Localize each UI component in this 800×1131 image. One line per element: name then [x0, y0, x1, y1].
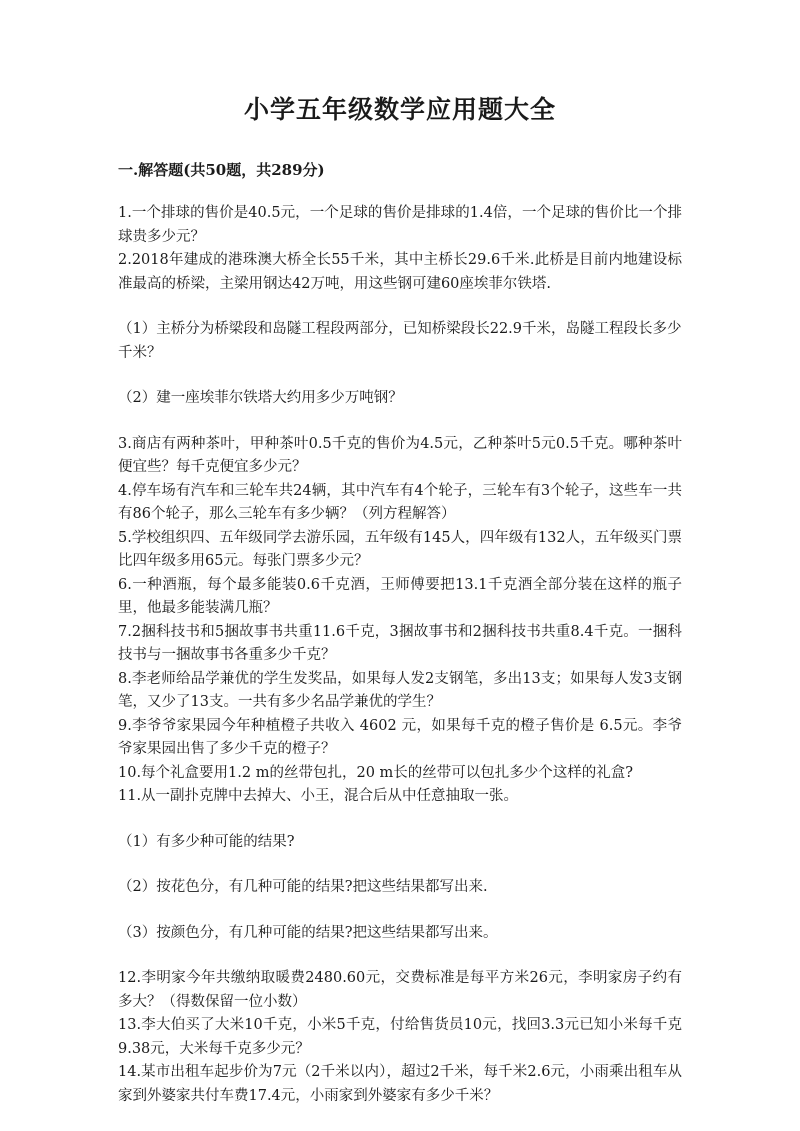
- question-list: [118, 202, 682, 1108]
- question-14: 14.某市出租车起步价为7元（2千米以内），超过2千米，每千米2.6元，小雨乘出租车从家到外婆家共付车费17.4元，小雨家到外婆家有多少千米？: [118, 1064, 682, 1104]
- question-10: 10.每个礼盒要用1.2 m的丝带包扎，20 m长的丝带可以包扎多少个这样的礼盒?: [118, 764, 634, 781]
- question-4: 4.停车场有汽车和三轮车共24辆，其中汽车有4个轮子，三轮车有3个轮子，这些车一共有86个轮子，那么三轮车有多少辆？（列方程解答）: [118, 482, 682, 522]
- question-2-sub-2: （2）建一座埃菲尔铁塔大约用多少万吨钢？: [118, 390, 403, 406]
- question-3: 3.商店有两种茶叶，甲种茶叶0.5千克的售价为4.5元，乙种茶叶5元0.5千克。哪种茶叶便宜些？每千克便宜多少元？: [118, 435, 682, 475]
- question-6: 6.一种酒瓶，每个最多能装0.6千克酒，王师傅要把13.1千克酒全部分装在这样的瓶子里，他最多能装满几瓶？: [118, 576, 682, 616]
- question-1: 1.一个排球的售价是40.5元，一个足球的售价是排球的1.4倍，一个足球的售价比一个排球贵多少元？: [118, 205, 682, 245]
- section-heading: 一.解答题(共50题，共289分): [118, 161, 325, 179]
- question-11-sub-1: （1）有多少种可能的结果?: [118, 833, 295, 850]
- question-5: 5.学校组织四、五年级同学去游乐园，五年级有145人，四年级有132人，五年级买门票比四年级多用65元。每张门票多少元？: [118, 529, 682, 569]
- question-11-sub-2: （2）按花色分，有几种可能的结果?把这些结果都写出来.: [118, 879, 488, 895]
- question-11: 11.从一副扑克牌中去掉大、小王，混合后从中任意抽取一张。: [118, 788, 519, 804]
- question-2-sub-1: （1）主桥分为桥梁段和岛隧工程段两部分，已知桥梁段长22.9千米，岛隧工程段长多少千米？: [118, 321, 682, 361]
- question-13: 13.李大伯买了大米10千克，小米5千克，付给售货员10元，找回3.3元已知小米每千克9.38元，大米每千克多少元？: [118, 1017, 682, 1057]
- question-9: 9.李爷爷家果园今年种植橙子共收入 4602 元，如果每千克的橙子售价是 6.5元。李爷爷家果园出售了多少千克的橙子？: [118, 717, 682, 757]
- question-8: 8.李老师给品学兼优的学生发奖品，如果每人发2支钢笔，多出13支；如果每人发3支钢笔，又少了13支。一共有多少名品学兼优的学生？: [118, 670, 682, 710]
- question-2: 2.2018年建成的港珠澳大桥全长55千米，其中主桥长29.6千米.此桥是目前内地建设标准最高的桥梁，主梁用钢达42万吨，用这些钢可建60座埃菲尔铁塔.: [118, 252, 682, 292]
- document-title: 小学五年级数学应用题大全: [243, 95, 556, 124]
- question-7: 7.2捆科技书和5捆故事书共重11.6千克，3捆故事书和2捆科技书共重8.4千克。一捆科技书与一捆故事书各重多少千克？: [118, 623, 682, 663]
- question-11-sub-3: （3）按颜色分，有几种可能的结果?把这些结果都写出来。: [118, 924, 498, 941]
- question-12: 12.李明家今年共缴纳取暖费2480.60元，交费标准是每平方米26元，李明家房子约有多大？（得数保留一位小数）: [118, 970, 682, 1010]
